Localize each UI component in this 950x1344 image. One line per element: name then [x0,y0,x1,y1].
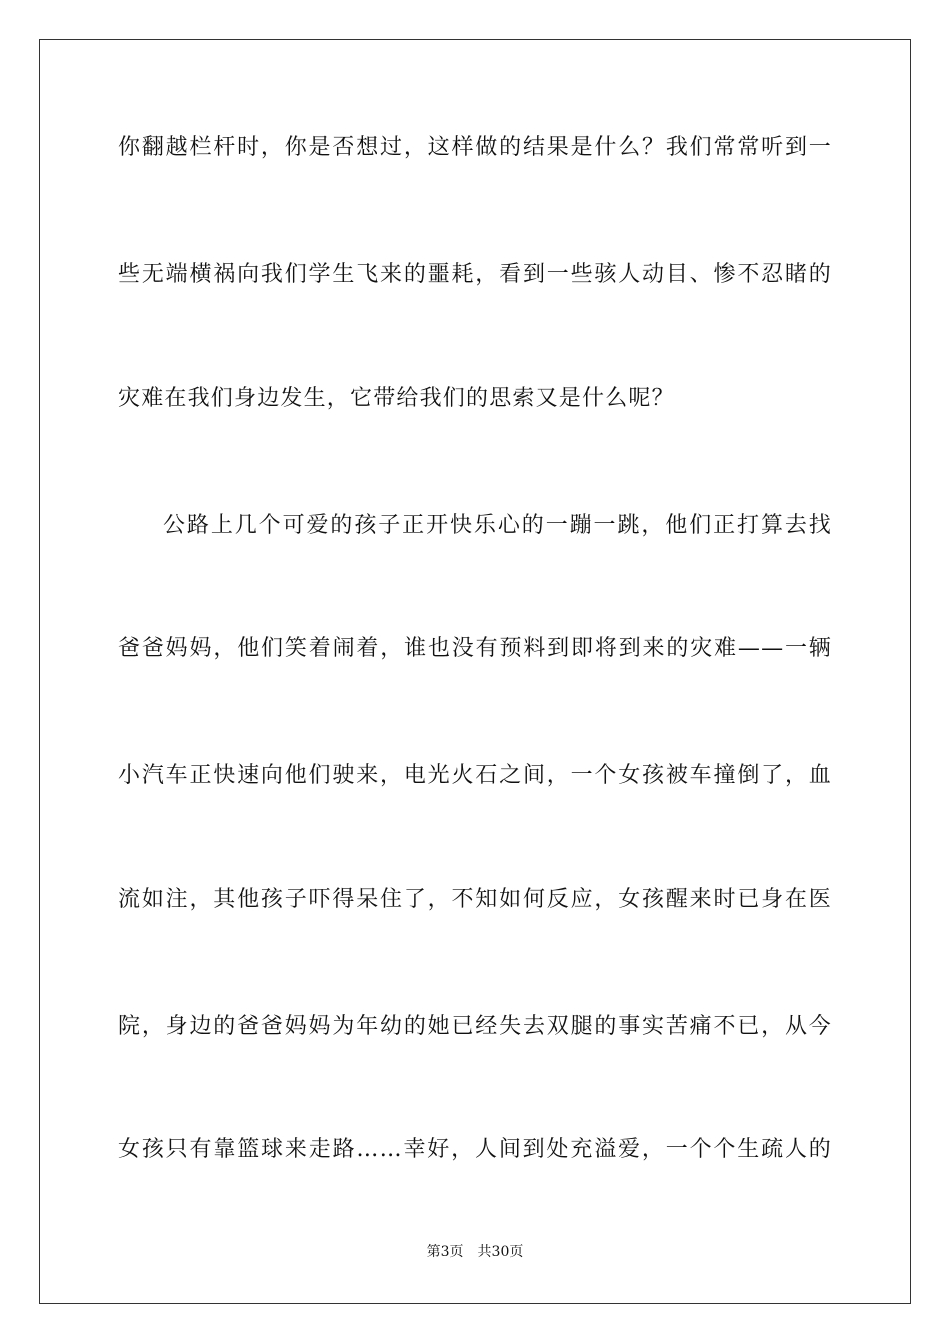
text-line-7: 流如注，其他孩子吓得呆住了，不知如何反应，女孩醒来时已身在医 [118,887,832,912]
page-border [39,39,911,1304]
page-footer [0,1243,950,1261]
text-line-4: 公路上几个可爱的孩子正开快乐心的一蹦一跳，他们正打算去找 [163,513,832,538]
text-line-9: 女孩只有靠篮球来走路……幸好，人间到处充溢爱，一个个生疏人的 [118,1137,832,1162]
text-line-6: 小汽车正快速向他们驶来，电光火石之间，一个女孩被车撞倒了，血 [118,763,832,788]
text-line-2: 些无端横祸向我们学生飞来的噩耗，看到一些骇人动目、惨不忍睹的 [118,262,832,287]
text-line-3: 灾难在我们身边发生，它带给我们的思索又是什么呢？ [118,386,675,411]
text-line-5: 爸爸妈妈，他们笑着闹着，谁也没有预料到即将到来的灾难——一辆 [118,636,832,661]
text-line-8: 院，身边的爸爸妈妈为年幼的她已经失去双腿的事实苦痛不已，从今 [118,1014,832,1039]
text-line-1: 你翻越栏杆时，你是否想过，这样做的结果是什么？我们常常听到一 [118,135,832,160]
page-number: 第3页 [426,1244,464,1260]
page-total: 共30页 [477,1244,524,1260]
